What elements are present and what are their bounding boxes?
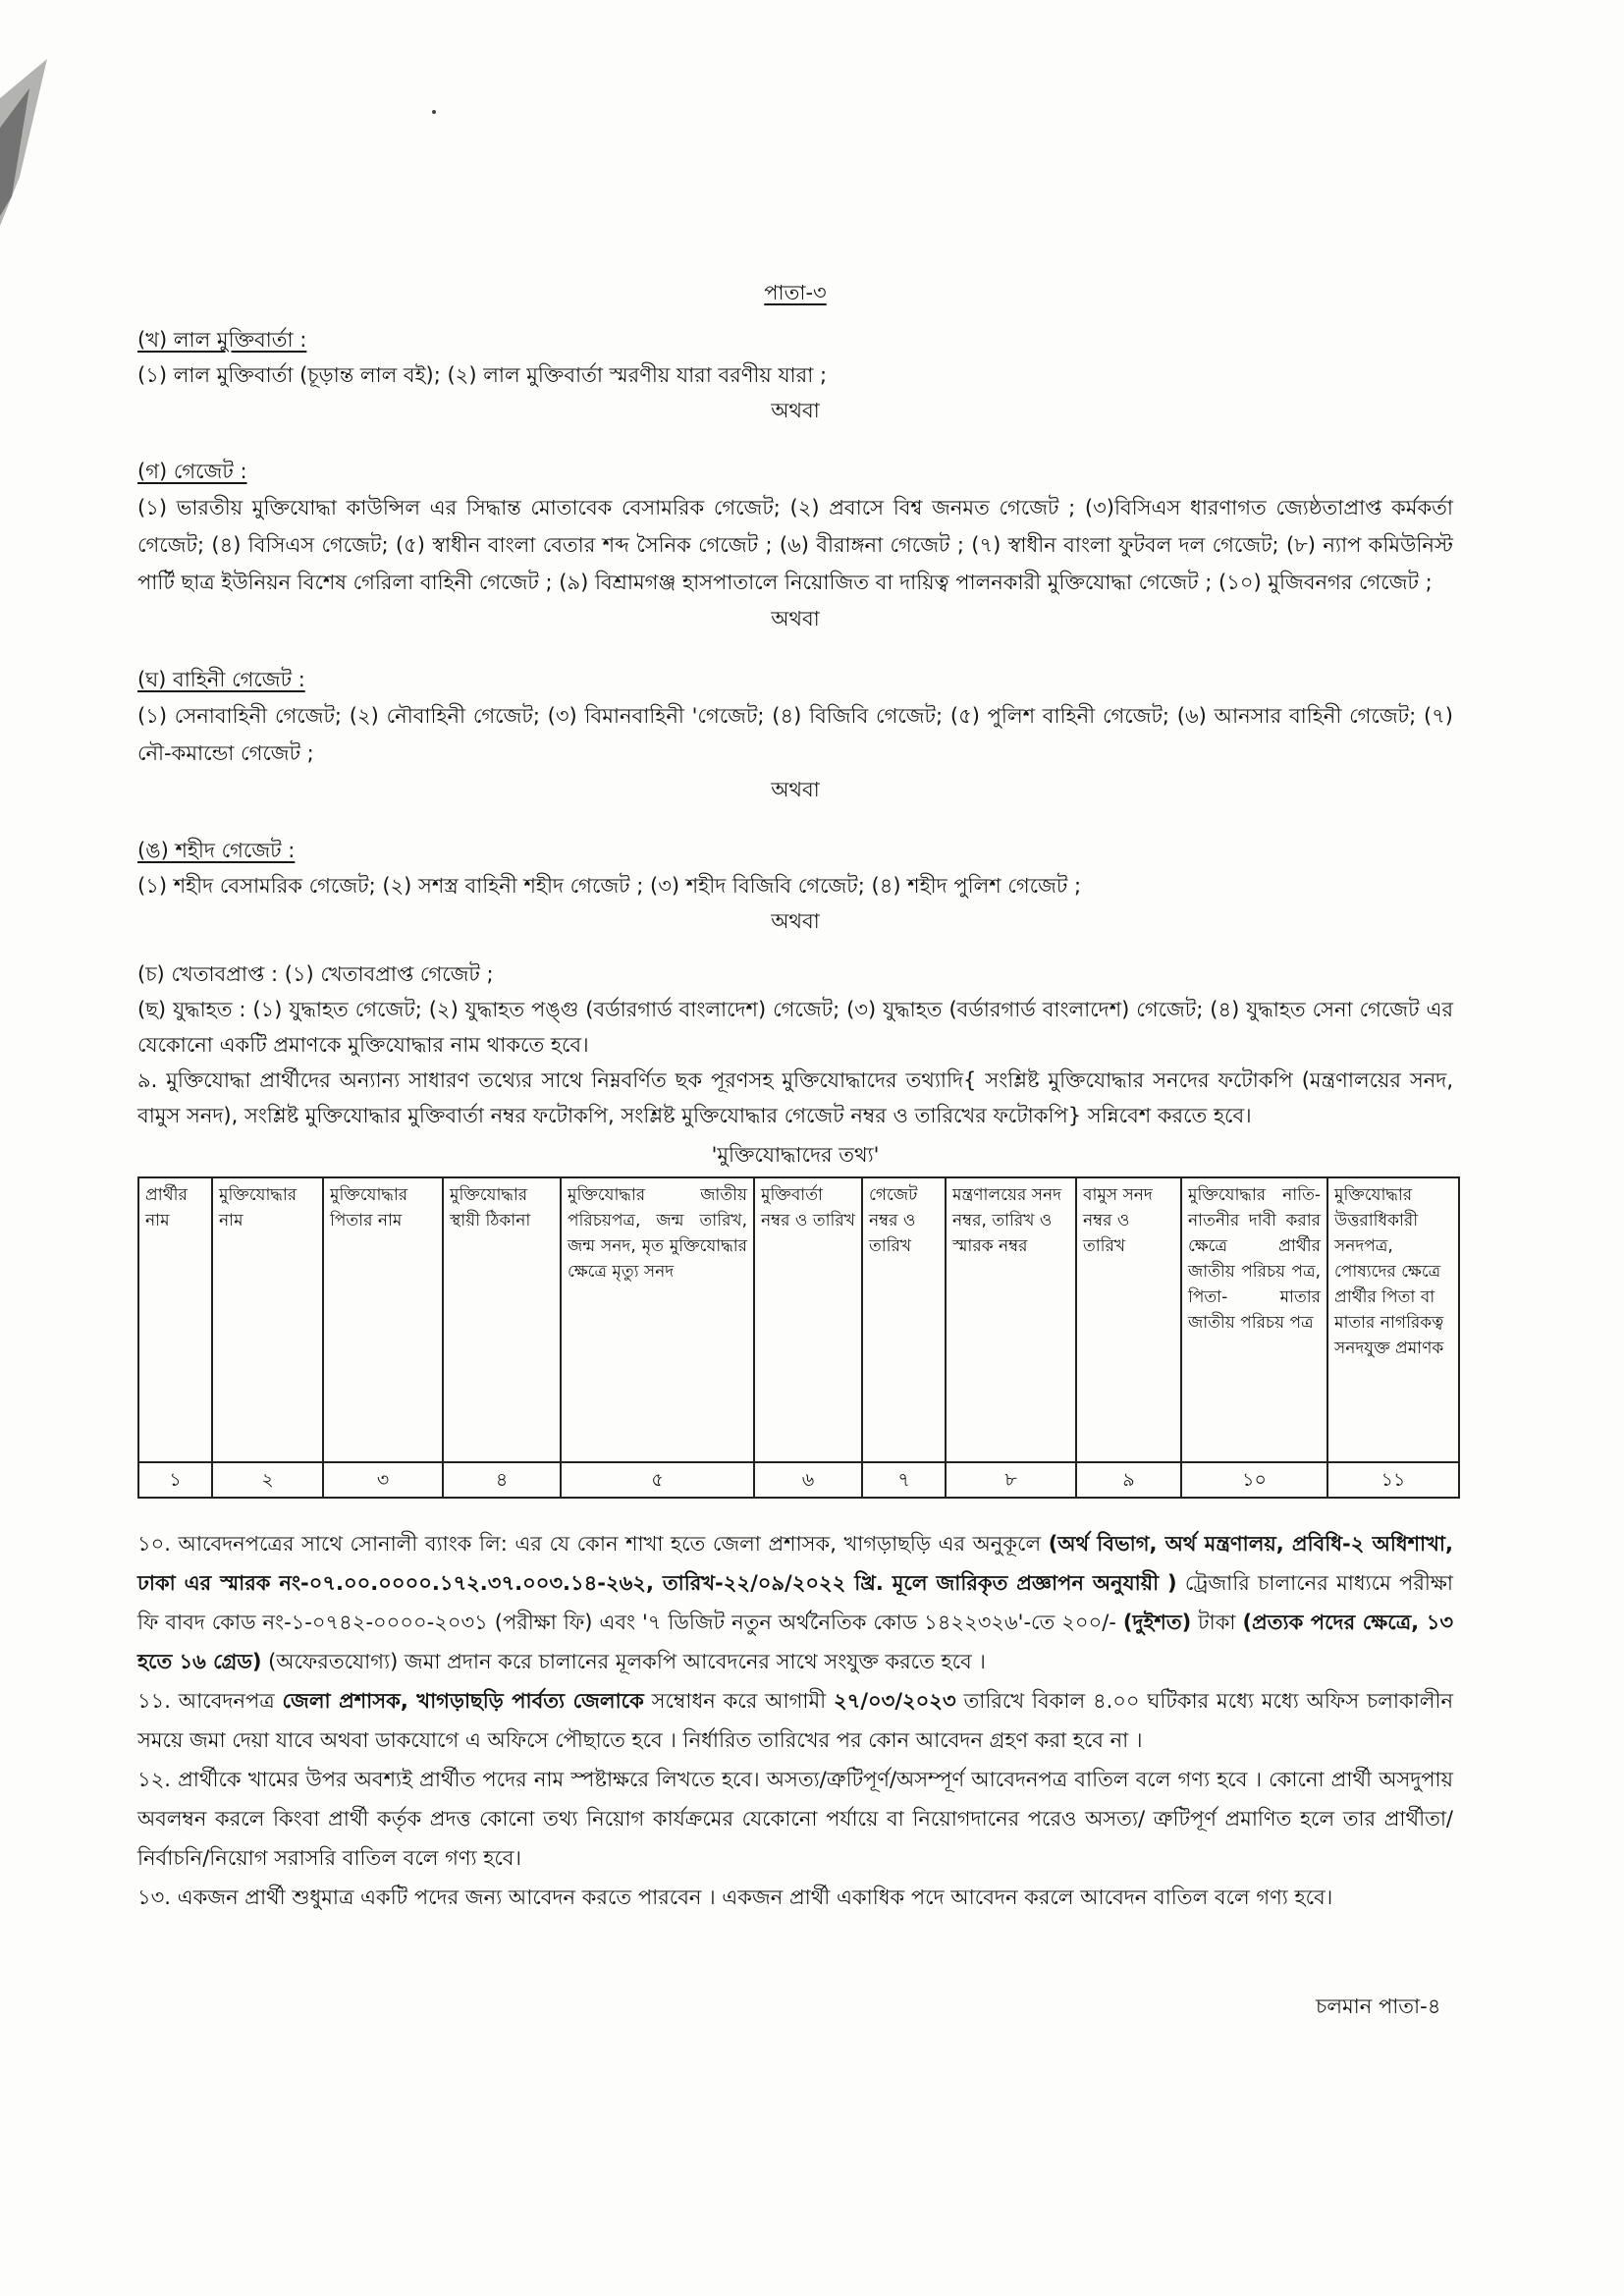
table-header-cell: মুক্তিযোদ্ধার স্থায়ী ঠিকানা xyxy=(443,1177,561,1462)
scan-edge-mark xyxy=(0,59,69,226)
table-header-cell: মুক্তিযোদ্ধার জাতীয় পরিচয়পত্র, জন্ম তারিখ, জন্ম সনদ, মৃত মুক্তিযোদ্ধার ক্ষেত্রে মৃত্যু সনদ xyxy=(561,1177,754,1462)
column-number: ৫ xyxy=(561,1462,754,1498)
or-separator: অথবা xyxy=(771,778,820,801)
column-number: ৮ xyxy=(946,1462,1076,1498)
column-number: ১ xyxy=(138,1462,212,1498)
section-chha: (ছ) যুদ্ধাহত : (১) যুদ্ধাহত গেজেট; (২) যুদ্ধাহত পঙ্গু (বর্ডারগার্ড বাংলাদেশ) গেজেট; (৩) যুদ্ধাহত (বর্ডারগার্ড বাংলাদেশ) গেজেট; (৪) যুদ্ধাহত সেনা গেজেট এর যেকোনো একটি প্রমাণকে মুক্তিযোদ্ধার নাম থাকতে হবে। xyxy=(137,998,1453,1057)
table-number-row xyxy=(138,1462,1459,1498)
section-cha: (চ) খেতাবপ্রাপ্ত : (১) খেতাবপ্রাপ্ত গেজেট ; xyxy=(137,962,494,986)
section-kha-heading: (খ) লাল মুক্তিবার্তা : xyxy=(137,328,307,352)
or-separator: অথবা xyxy=(771,399,820,422)
or-separator: অথবা xyxy=(771,607,820,630)
section-gha-body: (১) সেনাবাহিনী গেজেট; (২) নৌবাহিনী গেজেট; (৩) বিমানবাহিনী 'গেজেট; (৪) বিজিবি গেজেট; (৫) পুলিশ বাহিনী গেজেট; (৬) আনসার বাহিনী গেজেট; (৭) নৌ-কমান্ডো গেজেট ; xyxy=(137,704,1453,765)
document-page xyxy=(137,275,1453,1917)
item-13: ১৩. একজন প্রার্থী শুধুমাত্র একটি পদের জন্য আবেদন করতে পারবেন । একজন প্রার্থী একাধিক পদে আবেদন করলে আবেদন বাতিল বলে গণ্য হবে। xyxy=(137,1886,1333,1909)
table-header-row xyxy=(138,1177,1459,1462)
table-header-cell: মুক্তিযোদ্ধার পিতার নাম xyxy=(323,1177,443,1462)
scan-speck xyxy=(432,110,436,114)
column-number: ১০ xyxy=(1181,1462,1327,1498)
column-number: ৪ xyxy=(443,1462,561,1498)
item-11: ১১. আবেদনপত্র জেলা প্রশাসক, খাগড়াছড়ি পার্বত্য জেলাকে সম্বোধন করে আগামী ২৭/০৩/২০২৩ তারিখে বিকাল ৪.০০ ঘটিকার মধ্যে মধ্যে অফিস চলাকালীন সময়ে জমা দেয়া যাবে অথবা ডাকযোগে এ অফিসে পৌছাতে হবে । নির্ধারিত তারিখের পর কোন আবেদন গ্রহণ করা হবে না । xyxy=(137,1689,1453,1752)
page-label: পাতা-৩ xyxy=(764,281,827,304)
continued-page-label: চলমান পাতা-৪ xyxy=(1316,1995,1441,2018)
section-kha-body: (১) লাল মুক্তিবার্তা (চূড়ান্ত লাল বই); (২) লাল মুক্তিবার্তা স্মরণীয় যারা বরণীয় যারা ; xyxy=(137,363,828,387)
item-12: ১২. প্রার্থীকে খামের উপর অবশ্যই প্রার্থীত পদের নাম স্পষ্টাক্ষরে লিখতে হবে। অসত্য/ত্রুটিপূর্ণ/অসম্পূর্ণ আবেদনপত্র বাতিল বলে গণ্য হবে । কোনো প্রার্থী অসদুপায় অবলম্বন করলে কিংবা প্রার্থী কর্তৃক প্রদত্ত কোনো তথ্য নিয়োগ কার্যক্রমের যেকোনো পর্যায়ে বা নিয়োগদানের পরেও অসত্য/ ত্রুটিপূর্ণ প্রমাণিত হলে তার প্রার্থীতা/নির্বাচনি/নিয়োগ সরাসরি বাতিল বলে গণ্য হবে। xyxy=(137,1768,1453,1870)
table-header-cell: মুক্তিবার্তা নম্বর ও তারিখ xyxy=(754,1177,862,1462)
freedom-fighter-info-table xyxy=(137,1176,1460,1499)
column-number: ৯ xyxy=(1076,1462,1181,1498)
section-umo-body: (১) শহীদ বেসামরিক গেজেট; (২) সশস্ত্র বাহিনী শহীদ গেজেট ; (৩) শহীদ বিজিবি গেজেট; (৪) শহীদ পুলিশ গেজেট ; xyxy=(137,874,1082,898)
column-number: ৬ xyxy=(754,1462,862,1498)
table-header-cell: প্রার্থীর নাম xyxy=(138,1177,212,1462)
table-header-cell: মুক্তিযোদ্ধার নাম xyxy=(212,1177,323,1462)
table-header-cell: গেজেট নম্বর ও তারিখ xyxy=(862,1177,946,1462)
column-number: ৭ xyxy=(862,1462,946,1498)
table-title: 'মুক্তিযোদ্ধাদের তথ্য' xyxy=(711,1143,880,1167)
section-ga-heading: (গ) গেজেট : xyxy=(137,460,247,483)
item-10: ১০. আবেদনপত্রের সাথে সোনালী ব্যাংক লি: এর যে কোন শাখা হতে জেলা প্রশাসক, খাগড়াছড়ি এর অনুকূলে (অর্থ বিভাগ, অর্থ মন্ত্রণালয়, প্রবিধি-২ অধিশাখা, ঢাকা এর স্মারক নং-০৭.০০.০০০০.১৭২.৩৭.০০৩.১৪-২৬২, তারিখ-২২/০৯/২০২২ খ্রি. মূলে জারিকৃত প্রজ্ঞাপন অনুযায়ী ) ট্রেজারি চালানের মাধ্যমে পরীক্ষা ফি বাবদ কোড নং-১-০৭৪২-০০০০-২০৩১ (পরীক্ষা ফি) এবং '৭ ডিজিট নতুন অর্থনৈতিক কোড ১৪২২৩২৬'-তে ২০০/- (দুইশত) টাকা (প্রত্যক পদের ক্ষেত্রে, ১৩ হতে ১৬ গ্রেড) (অফেরতযোগ্য) জমা প্রদান করে চালানের মূলকপি আবেদনের সাথে সংযুক্ত করতে হবে । xyxy=(137,1532,1453,1673)
table-header-cell: মন্ত্রণালয়ের সনদ নম্বর, তারিখ ও স্মারক নম্বর xyxy=(946,1177,1076,1462)
table-header-cell: মুক্তিযোদ্ধার উত্তরাধিকারী সনদপত্র, পোষ্যদের ক্ষেত্রে প্রার্থীর পিতা বা মাতার নাগরিকত্ব সনদযুক্ত প্রমাণক xyxy=(1327,1177,1459,1462)
section-umo-heading: (ঙ) শহীদ গেজেট : xyxy=(137,839,296,862)
column-number: ৩ xyxy=(323,1462,443,1498)
or-separator: অথবা xyxy=(771,909,820,933)
section-gha-heading: (ঘ) বাহিনী গেজেট : xyxy=(137,668,305,691)
column-number: ২ xyxy=(212,1462,323,1498)
item-9: ৯. মুক্তিযোদ্ধা প্রার্থীদের অন্যান্য সাধারণ তথ্যের সাথে নিম্নবর্ণিত ছক পূরণসহ মুক্তিযোদ্ধাদের তথ্যাদি{ সংশ্লিষ্ট মুক্তিযোদ্ধার সনদের ফটোকপি (মন্ত্রণালয়ের সনদ, বামুস সনদ), সংশ্লিষ্ট মুক্তিযোদ্ধার মুক্তিবার্তা নম্বর ফটোকপি, সংশ্লিষ্ট মুক্তিযোদ্ধার গেজেট নম্বর ও তারিখের ফটোকপি} সন্নিবেশ করতে হবে। xyxy=(137,1068,1453,1127)
column-number: ১১ xyxy=(1327,1462,1459,1498)
table-header-cell: মুক্তিযোদ্ধার নাতি- নাতনীর দাবী করার ক্ষেত্রে প্রার্থীর জাতীয় পরিচয় পত্র, পিতা- মাতার জাতীয় পরিচয় পত্র xyxy=(1181,1177,1327,1462)
table-header-cell: বামুস সনদ নম্বর ও তারিখ xyxy=(1076,1177,1181,1462)
section-ga-body: (১) ভারতীয় মুক্তিযোদ্ধা কাউন্সিল এর সিদ্ধান্ত মোতাবেক বেসামরিক গেজেট; (২) প্রবাসে বিশ্ব জনমত গেজেট ; (৩)বিসিএস ধারণাগত জ্যেষ্ঠতাপ্রাপ্ত কর্মকর্তা গেজেট; (৪) বিসিএস গেজেট; (৫) স্বাধীন বাংলা বেতার শব্দ সৈনিক গেজেট ; (৬) বীরাঙ্গনা গেজেট ; (৭) স্বাধীন বাংলা ফুটবল দল গেজেট; (৮) ন্যাপ কমিউনিস্ট পার্টি ছাত্র ইউনিয়ন বিশেষ গেরিলা বাহিনী গেজেট ; (৯) বিশ্রামগঞ্জ হাসপাতালে নিয়োজিত বা দায়িত্ব পালনকারী মুক্তিযোদ্ধা গেজেট ; (১০) মুজিবনগর গেজেট ; xyxy=(137,496,1453,594)
